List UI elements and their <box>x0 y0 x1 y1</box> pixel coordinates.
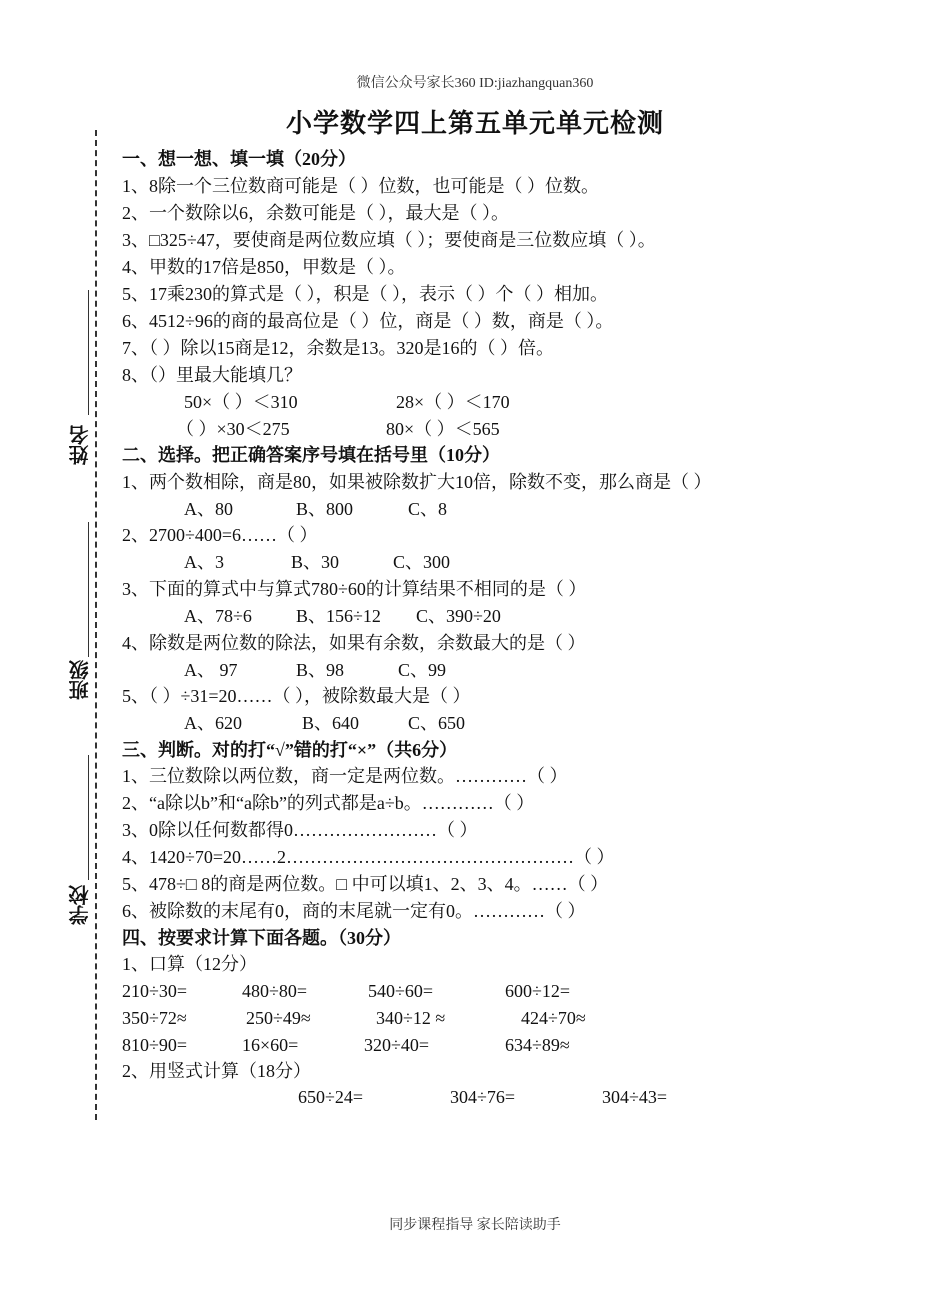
s4-part-1: 1、口算（12分） <box>122 954 257 974</box>
s1-question-4: 4、甲数的17倍是850，甲数是（ ）。 <box>122 257 406 277</box>
page-title: 小学数学四上第五单元单元检测 <box>285 109 664 138</box>
mental-calc-item: 540÷60= <box>368 981 434 1001</box>
section-3-heading: 三、判断。对的打“√”错的打“×”（共6分） <box>122 740 458 760</box>
s2-q2-option-b: B、30 <box>291 552 340 572</box>
school-label: 学校 <box>70 885 92 925</box>
s1-question-3: 3、□325÷47，要使商是两位数应填（ ）；要使商是三位数应填（ ）。 <box>122 230 656 250</box>
mental-calc-item: 340÷12 ≈ <box>376 1008 446 1028</box>
mental-calc-item: 634÷89≈ <box>505 1035 570 1055</box>
name-label: 姓名 <box>70 425 92 465</box>
s1-question-6: 6、4512÷96的商的最高位是（ ）位，商是（ ）数，商是（ ）。 <box>122 311 614 331</box>
s3-question-3: 3、0除以任何数都得0……………………（ ） <box>122 820 478 840</box>
s2-q5-option-a: A、620 <box>184 713 242 733</box>
s2-q4-option-a: A、 97 <box>184 660 238 680</box>
s1-question-2: 2、一个数除以6，余数可能是（ ），最大是（ ）。 <box>122 203 509 223</box>
class-blank <box>88 522 89 657</box>
s2-question-1: 1、两个数相除，商是80，如果被除数扩大10倍，除数不变，那么商是（ ） <box>122 472 712 492</box>
mental-calc-item: 350÷72≈ <box>122 1008 187 1028</box>
header-source: 微信公众号家长360 ID:jiazhangquan360 <box>356 76 594 91</box>
school-blank <box>88 755 89 880</box>
s1-question-5: 5、17乘230的算式是（ ），积是（ ），表示（ ）个（ ）相加。 <box>122 284 608 304</box>
s2-q3-option-c: C、390÷20 <box>416 606 501 626</box>
s1-q8-item-b: 28×（ ）＜170 <box>396 392 510 412</box>
mental-calc-item: 250÷49≈ <box>246 1008 311 1028</box>
name-blank <box>88 290 89 415</box>
s2-q1-option-c: C、8 <box>408 499 448 519</box>
mental-calc-item: 320÷40= <box>364 1035 430 1055</box>
class-label: 班级 <box>70 660 92 700</box>
s2-q5-option-c: C、650 <box>408 713 466 733</box>
mental-calc-item: 16×60= <box>242 1035 299 1055</box>
section-4-heading: 四、按要求计算下面各题。（30分） <box>122 928 401 948</box>
s3-question-5: 5、478÷□ 8的商是两位数。□ 中可以填1、2、3、4。……（ ） <box>122 874 609 894</box>
vertical-calc-item: 650÷24= <box>298 1087 364 1107</box>
s2-question-4: 4、除数是两位数的除法，如果有余数，余数最大的是（ ） <box>122 633 586 653</box>
s2-q1-option-b: B、800 <box>296 499 354 519</box>
s2-q4-option-c: C、99 <box>398 660 447 680</box>
s2-q2-option-a: A、3 <box>184 552 224 572</box>
vertical-calc-item: 304÷76= <box>450 1087 516 1107</box>
s3-question-1: 1、三位数除以两位数，商一定是两位数。…………（ ） <box>122 766 568 786</box>
s2-q3-option-b: B、156÷12 <box>296 606 381 626</box>
section-1-heading: 一、想一想、填一填（20分） <box>122 149 356 169</box>
s2-q1-option-a: A、80 <box>184 499 233 519</box>
mental-calc-item: 810÷90= <box>122 1035 188 1055</box>
s2-question-2: 2、2700÷400=6……（ ） <box>122 525 318 545</box>
mental-calc-item: 210÷30= <box>122 981 188 1001</box>
footer: 同步课程指导 家长陪读助手 <box>389 1218 561 1233</box>
s2-question-5: 5、（ ）÷31=20……（ ），被除数最大是（ ） <box>122 686 471 706</box>
vertical-calc-item: 304÷43= <box>602 1087 668 1107</box>
s1-q8-item-a: 50×（ ）＜310 <box>184 392 298 412</box>
s3-question-6: 6、被除数的末尾有0，商的末尾就一定有0。…………（ ） <box>122 901 586 921</box>
s1-q8-item-d: 80×（ ）＜565 <box>386 419 500 439</box>
s2-q4-option-b: B、98 <box>296 660 345 680</box>
s1-q8-item-c: （ ）×30＜275 <box>176 419 290 439</box>
s4-part-2: 2、用竖式计算（18分） <box>122 1061 311 1081</box>
mental-calc-item: 480÷80= <box>242 981 308 1001</box>
s1-question-8: 8、（）里最大能填几？ <box>122 365 302 385</box>
s2-q5-option-b: B、640 <box>302 713 360 733</box>
s2-question-3: 3、下面的算式中与算式780÷60的计算结果不相同的是（ ） <box>122 579 587 599</box>
mental-calc-item: 600÷12= <box>505 981 571 1001</box>
s3-question-4: 4、1420÷70=20……2…………………………………………（ ） <box>122 847 615 867</box>
s2-q2-option-c: C、300 <box>393 552 451 572</box>
cut-line <box>95 130 97 1120</box>
s1-question-1: 1、8除一个三位数商可能是（ ）位数，也可能是（ ）位数。 <box>122 176 599 196</box>
s3-question-2: 2、“a除以b”和“a除b”的列式都是a÷b。…………（ ） <box>122 793 535 813</box>
s2-q3-option-a: A、78÷6 <box>184 606 252 626</box>
s1-question-7: 7、（ ）除以15商是12，余数是13。320是16的（ ）倍。 <box>122 338 554 358</box>
section-2-heading: 二、选择。把正确答案序号填在括号里（10分） <box>122 445 500 465</box>
mental-calc-item: 424÷70≈ <box>521 1008 586 1028</box>
